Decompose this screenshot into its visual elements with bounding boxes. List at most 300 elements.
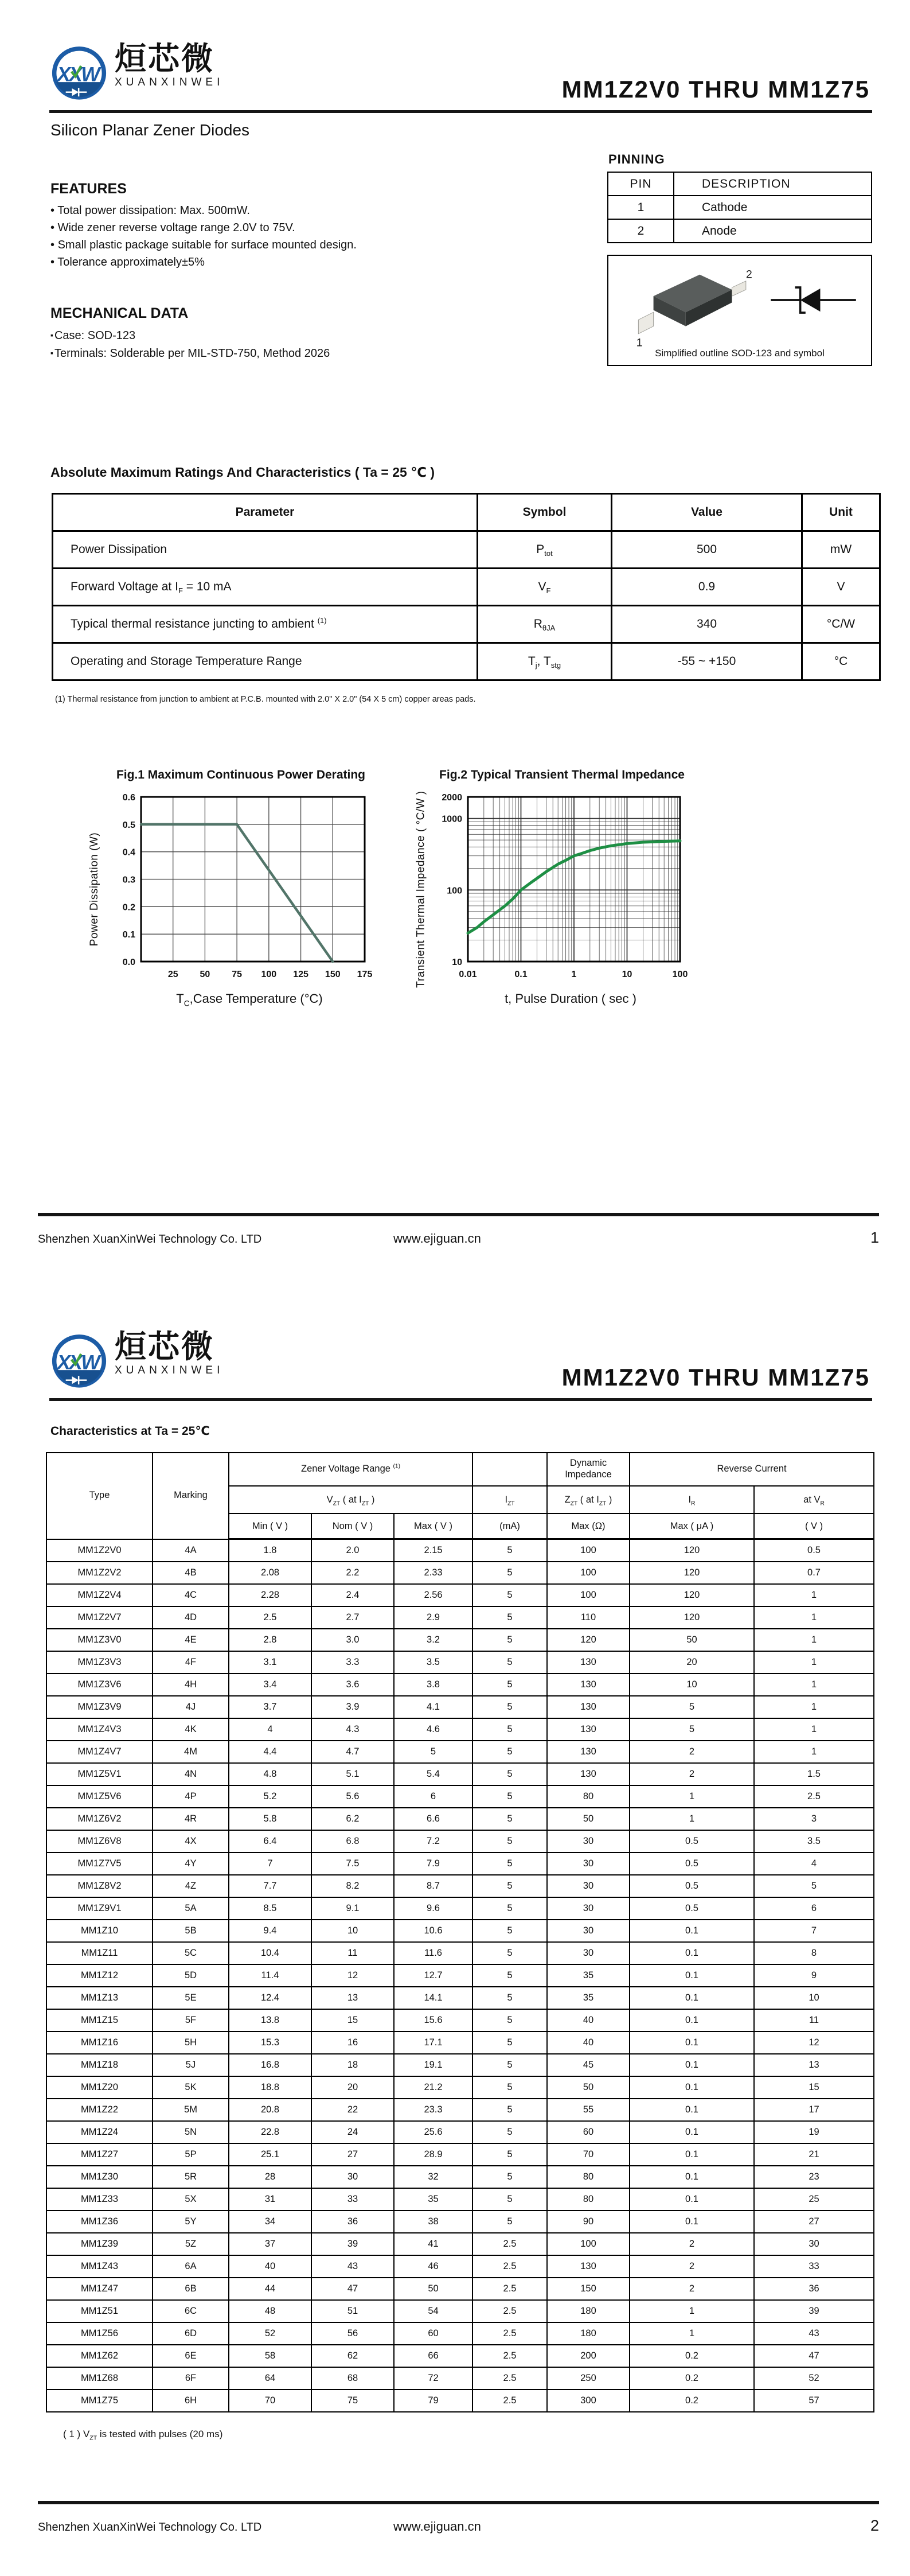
fig1-chart [104, 790, 374, 988]
char-cell-nom: 3.9 [311, 1696, 394, 1718]
char-cell-ir: 120 [630, 1584, 754, 1606]
rating-unit-cell: °C/W [802, 606, 880, 643]
ratings-table [52, 493, 881, 681]
char-cell-ir: 5 [630, 1718, 754, 1741]
char-cell-vr: 52 [754, 2367, 874, 2390]
char-cell-vr: 23 [754, 2166, 874, 2188]
char-cell-marking: 4Y [153, 1853, 229, 1875]
char-cell-type: MM1Z2V7 [46, 1606, 153, 1629]
char-cell-type: MM1Z2V4 [46, 1584, 153, 1606]
char-cell-type: MM1Z62 [46, 2345, 153, 2367]
mechanical-list [50, 326, 544, 362]
rating-value-cell: 0.9 [612, 569, 802, 606]
char-cell-marking: 5N [153, 2121, 229, 2143]
char-cell-izt: 5 [472, 2009, 547, 2032]
char-cell-nom: 6.2 [311, 1808, 394, 1830]
char-table-row [46, 1920, 874, 1942]
char-cell-marking: 5Y [153, 2211, 229, 2233]
char-cell-zzt: 50 [547, 1808, 630, 1830]
char-cell-izt: 2.5 [472, 2300, 547, 2322]
brand-logo-icon [50, 1330, 108, 1394]
pin-col-header: PIN [608, 172, 674, 196]
char-cell-min: 13.8 [229, 2009, 311, 2032]
char-cell-max: 5.4 [394, 1763, 472, 1785]
char-cell-type: MM1Z27 [46, 2143, 153, 2166]
char-cell-marking: 4R [153, 1808, 229, 1830]
char-cell-vr: 7 [754, 1920, 874, 1942]
group-header-zener-voltage-range: Zener Voltage Range $^{(1)}$ [229, 1453, 472, 1486]
brand-text [115, 1330, 224, 1377]
ratings-row [53, 643, 880, 680]
char-cell-max: 3.8 [394, 1674, 472, 1696]
char-cell-min: 31 [229, 2188, 311, 2211]
char-cell-marking: 4E [153, 1629, 229, 1651]
char-cell-type: MM1Z30 [46, 2166, 153, 2188]
char-cell-izt: 5 [472, 1696, 547, 1718]
char-cell-min: 6.4 [229, 1830, 311, 1853]
char-cell-ir: 0.5 [630, 1897, 754, 1920]
char-cell-zzt: 130 [547, 1763, 630, 1785]
char-cell-vr: 47 [754, 2345, 874, 2367]
char-cell-nom: 6.8 [311, 1830, 394, 1853]
char-cell-type: MM1Z3V6 [46, 1674, 153, 1696]
char-cell-vr: 30 [754, 2233, 874, 2255]
char-cell-marking: 5X [153, 2188, 229, 2211]
char-table-row [46, 1964, 874, 1987]
pinning-table [607, 172, 872, 243]
char-cell-min: 28 [229, 2166, 311, 2188]
char-cell-ir: 10 [630, 1674, 754, 1696]
col-header-at-vr: at $V_R$ [754, 1486, 874, 1513]
char-table-row [46, 1651, 874, 1674]
char-cell-vr: 1.5 [754, 1763, 874, 1785]
char-cell-max: 2.33 [394, 1562, 472, 1584]
char-cell-ir: 120 [630, 1606, 754, 1629]
char-cell-nom: 20 [311, 2076, 394, 2099]
char-cell-izt: 5 [472, 1674, 547, 1696]
char-cell-type: MM1Z51 [46, 2300, 153, 2322]
char-cell-zzt: 120 [547, 1629, 630, 1651]
col-header-zzt: $Z_{ZT}$ ( at $I_{ZT}$ ) [547, 1486, 630, 1513]
svg-text:0.2: 0.2 [122, 902, 135, 913]
unit-header-max: Max ( V ) [394, 1513, 472, 1539]
char-cell-type: MM1Z4V3 [46, 1718, 153, 1741]
char-cell-max: 21.2 [394, 2076, 472, 2099]
char-cell-ir: 0.5 [630, 1830, 754, 1853]
char-table-row [46, 1875, 874, 1897]
sod-123-package-image [623, 263, 754, 349]
page1-footer [38, 1213, 879, 1247]
char-cell-max: 32 [394, 2166, 472, 2188]
char-cell-ir: 0.1 [630, 2054, 754, 2076]
char-cell-max: 15.6 [394, 2009, 472, 2032]
rating-symbol-cell: $R_{\theta JA}$ [478, 606, 612, 643]
char-cell-type: MM1Z15 [46, 2009, 153, 2032]
char-cell-nom: 43 [311, 2255, 394, 2278]
char-cell-izt: 5 [472, 2054, 547, 2076]
char-table-row [46, 1741, 874, 1763]
char-cell-max: 2.9 [394, 1606, 472, 1629]
col-header-ir: $I_R$ [630, 1486, 754, 1513]
char-table-row [46, 1696, 874, 1718]
doc-subtitle: Silicon Planar Zener Diodes [50, 121, 250, 139]
char-cell-izt: 5 [472, 1629, 547, 1651]
char-cell-nom: 36 [311, 2211, 394, 2233]
fig2-chart [431, 790, 689, 988]
char-table-row [46, 2345, 874, 2367]
char-cell-max: 2.56 [394, 1584, 472, 1606]
char-cell-marking: 5C [153, 1942, 229, 1964]
char-cell-izt: 5 [472, 1584, 547, 1606]
char-cell-vr: 1 [754, 1651, 874, 1674]
char-cell-max: 35 [394, 2188, 472, 2211]
char-cell-type: MM1Z7V5 [46, 1853, 153, 1875]
brand-text [115, 42, 224, 89]
footer-company: Shenzhen XuanXinWei Technology Co. LTD [38, 2521, 262, 2534]
rating-symbol-cell: $V_F$ [478, 569, 612, 606]
char-cell-ir: 0.5 [630, 1853, 754, 1875]
characteristics-table [46, 1452, 874, 2412]
char-table-row [46, 2054, 874, 2076]
brand-name-cn: 烜芯微 [115, 1329, 215, 1364]
char-cell-marking: 5D [153, 1964, 229, 1987]
svg-text:0.4: 0.4 [122, 847, 135, 858]
char-cell-izt: 2.5 [472, 2278, 547, 2300]
char-cell-nom: 30 [311, 2166, 394, 2188]
char-cell-type: MM1Z3V3 [46, 1651, 153, 1674]
char-cell-max: 28.9 [394, 2143, 472, 2166]
char-cell-min: 2.08 [229, 1562, 311, 1584]
char-cell-nom: 27 [311, 2143, 394, 2166]
char-cell-izt: 5 [472, 2211, 547, 2233]
char-cell-marking: 4C [153, 1584, 229, 1606]
char-cell-nom: 75 [311, 2390, 394, 2412]
char-cell-izt: 5 [472, 1808, 547, 1830]
char-cell-vr: 2.5 [754, 1785, 874, 1808]
char-cell-max: 7.2 [394, 1830, 472, 1853]
char-cell-nom: 16 [311, 2032, 394, 2054]
char-cell-ir: 5 [630, 1696, 754, 1718]
char-cell-zzt: 100 [547, 2233, 630, 2255]
char-cell-vr: 1 [754, 1606, 874, 1629]
char-cell-max: 6 [394, 1785, 472, 1808]
char-cell-nom: 4.3 [311, 1718, 394, 1741]
char-cell-izt: 5 [472, 2166, 547, 2188]
col-header-izt: $I_{ZT}$ [472, 1486, 547, 1513]
char-cell-type: MM1Z22 [46, 2099, 153, 2121]
char-table-row [46, 1853, 874, 1875]
fig1-title: Fig.1 Maximum Continuous Power Derating [116, 768, 366, 781]
char-cell-marking: 5A [153, 1897, 229, 1920]
char-cell-min: 4.4 [229, 1741, 311, 1763]
brand-name-en: XUANXINWEI [115, 1364, 224, 1377]
char-cell-marking: 6B [153, 2278, 229, 2300]
char-cell-type: MM1Z2V2 [46, 1562, 153, 1584]
char-cell-min: 34 [229, 2211, 311, 2233]
rating-unit-cell: V [802, 569, 880, 606]
char-cell-zzt: 100 [547, 1539, 630, 1562]
char-table-row [46, 1830, 874, 1853]
char-cell-nom: 24 [311, 2121, 394, 2143]
char-cell-min: 44 [229, 2278, 311, 2300]
char-cell-max: 2.15 [394, 1539, 472, 1562]
unit-header-nom: Nom ( V ) [311, 1513, 394, 1539]
char-cell-marking: 4X [153, 1830, 229, 1853]
svg-text:0.0: 0.0 [122, 958, 135, 967]
rating-parameter-cell: Operating and Storage Temperature Range [53, 643, 478, 680]
char-cell-zzt: 30 [547, 1853, 630, 1875]
char-cell-zzt: 45 [547, 2054, 630, 2076]
char-cell-min: 9.4 [229, 1920, 311, 1942]
feature-item: • Total power dissipation: Max. 500mW. [50, 202, 544, 219]
char-table-row [46, 1718, 874, 1741]
char-cell-izt: 5 [472, 2099, 547, 2121]
characteristics-heading: Characteristics at Ta = 25℃ [50, 1425, 210, 1438]
char-cell-ir: 120 [630, 1562, 754, 1584]
char-cell-nom: 12 [311, 1964, 394, 1987]
pinning-heading: PINNING [608, 152, 665, 166]
char-cell-zzt: 50 [547, 2076, 630, 2099]
char-cell-type: MM1Z24 [46, 2121, 153, 2143]
char-cell-zzt: 30 [547, 1920, 630, 1942]
char-table-row [46, 1942, 874, 1964]
char-cell-max: 38 [394, 2211, 472, 2233]
char-cell-marking: 5E [153, 1987, 229, 2009]
char-cell-zzt: 130 [547, 2255, 630, 2278]
char-cell-ir: 2 [630, 2278, 754, 2300]
char-cell-min: 20.8 [229, 2099, 311, 2121]
char-cell-min: 40 [229, 2255, 311, 2278]
char-cell-type: MM1Z13 [46, 1987, 153, 2009]
char-cell-ir: 2 [630, 2255, 754, 2278]
zener-diode-symbol-icon [766, 281, 862, 319]
page-2 [0, 1288, 910, 2576]
char-cell-nom: 15 [311, 2009, 394, 2032]
char-cell-min: 70 [229, 2390, 311, 2412]
svg-text:XXW: XXW [57, 63, 99, 86]
char-cell-max: 8.7 [394, 1875, 472, 1897]
brand-name-cn: 烜芯微 [115, 41, 215, 76]
char-cell-izt: 2.5 [472, 2390, 547, 2412]
char-cell-min: 48 [229, 2300, 311, 2322]
char-cell-ir: 0.2 [630, 2390, 754, 2412]
svg-text:10: 10 [622, 970, 632, 979]
char-cell-min: 11.4 [229, 1964, 311, 1987]
svg-text:100: 100 [261, 970, 277, 979]
char-cell-zzt: 300 [547, 2390, 630, 2412]
char-cell-izt: 2.5 [472, 2367, 547, 2390]
char-cell-min: 3.7 [229, 1696, 311, 1718]
char-cell-min: 7.7 [229, 1875, 311, 1897]
char-cell-ir: 120 [630, 1539, 754, 1562]
ratings-footnote: (1) Thermal resistance from junction to ambient at P.C.B. mounted with 2.0" X 2.0" (54 X 5 cm) copper areas pads. [55, 695, 476, 704]
char-cell-zzt: 35 [547, 1964, 630, 1987]
char-cell-min: 3.4 [229, 1674, 311, 1696]
char-cell-min: 12.4 [229, 1987, 311, 2009]
char-cell-zzt: 80 [547, 1785, 630, 1808]
char-cell-vr: 1 [754, 1629, 874, 1651]
char-cell-marking: 4A [153, 1539, 229, 1562]
char-cell-zzt: 110 [547, 1606, 630, 1629]
char-cell-marking: 4Z [153, 1875, 229, 1897]
rating-value-cell: 340 [612, 606, 802, 643]
char-cell-type: MM1Z6V8 [46, 1830, 153, 1853]
char-table-row [46, 1584, 874, 1606]
svg-text:1: 1 [571, 970, 577, 979]
char-cell-nom: 39 [311, 2233, 394, 2255]
char-cell-nom: 56 [311, 2322, 394, 2345]
char-cell-vr: 10 [754, 1987, 874, 2009]
char-table-row [46, 2032, 874, 2054]
char-cell-max: 12.7 [394, 1964, 472, 1987]
group-header-dynamic-impedance: Dynamic Impedance [547, 1453, 630, 1486]
char-cell-min: 52 [229, 2322, 311, 2345]
char-cell-izt: 5 [472, 1562, 547, 1584]
char-cell-ir: 0.1 [630, 1987, 754, 2009]
ratings-header-value: Value [612, 494, 802, 531]
char-cell-nom: 2.2 [311, 1562, 394, 1584]
char-cell-zzt: 35 [547, 1987, 630, 2009]
char-cell-vr: 33 [754, 2255, 874, 2278]
char-cell-nom: 51 [311, 2300, 394, 2322]
svg-text:50: 50 [200, 970, 210, 979]
char-cell-nom: 9.1 [311, 1897, 394, 1920]
char-table-row [46, 1606, 874, 1629]
char-cell-zzt: 250 [547, 2367, 630, 2390]
char-cell-ir: 1 [630, 1785, 754, 1808]
char-cell-vr: 19 [754, 2121, 874, 2143]
mechanical-heading: MECHANICAL DATA [50, 305, 189, 321]
unit-header-ohm: Max (Ω) [547, 1513, 630, 1539]
char-cell-zzt: 80 [547, 2166, 630, 2188]
char-cell-vr: 1 [754, 1718, 874, 1741]
fig2-y-axis-label: Transient Thermal Impedance ( °C/W ) [415, 790, 428, 988]
char-cell-izt: 5 [472, 1987, 547, 2009]
pin-description-cell: Cathode [674, 196, 872, 219]
mechanical-item: ▪ Case: SOD-123 [50, 326, 544, 344]
char-table-row [46, 2009, 874, 2032]
char-cell-izt: 5 [472, 1875, 547, 1897]
unit-header-min: Min ( V ) [229, 1513, 311, 1539]
char-table-row [46, 2188, 874, 2211]
char-cell-type: MM1Z9V1 [46, 1897, 153, 1920]
char-table-row [46, 2278, 874, 2300]
unit-header-ma: (mA) [472, 1513, 547, 1539]
svg-text:0.1: 0.1 [514, 970, 528, 979]
col-header-marking: Marking [153, 1453, 229, 1539]
svg-text:100: 100 [447, 886, 462, 896]
col-header-type: Type [46, 1453, 153, 1539]
svg-text:100: 100 [672, 970, 688, 979]
char-cell-marking: 6D [153, 2322, 229, 2345]
char-cell-vr: 6 [754, 1897, 874, 1920]
svg-text:0.6: 0.6 [122, 793, 135, 803]
features-list [50, 202, 544, 271]
rating-symbol-cell: $T_j$, $T_{stg}$ [478, 643, 612, 680]
char-cell-ir: 0.1 [630, 2099, 754, 2121]
char-cell-marking: 6A [153, 2255, 229, 2278]
char-table-row [46, 1987, 874, 2009]
char-cell-izt: 5 [472, 1853, 547, 1875]
char-cell-vr: 25 [754, 2188, 874, 2211]
char-cell-marking: 5B [153, 1920, 229, 1942]
char-cell-ir: 0.1 [630, 1920, 754, 1942]
char-cell-vr: 0.7 [754, 1562, 874, 1584]
char-cell-izt: 5 [472, 1539, 547, 1562]
ratings-row [53, 531, 880, 569]
char-cell-vr: 17 [754, 2099, 874, 2121]
svg-text:0.01: 0.01 [459, 970, 477, 979]
char-cell-min: 4 [229, 1718, 311, 1741]
char-cell-ir: 0.1 [630, 2143, 754, 2166]
char-cell-type: MM1Z2V0 [46, 1539, 153, 1562]
char-table-row [46, 1629, 874, 1651]
svg-text:0.1: 0.1 [122, 930, 135, 940]
char-cell-marking: 5K [153, 2076, 229, 2099]
fig1-y-axis-label: Power Dissipation (W) [88, 832, 100, 946]
fig2-title: Fig.2 Typical Transient Thermal Impedance [439, 768, 685, 781]
char-cell-type: MM1Z18 [46, 2054, 153, 2076]
char-cell-type: MM1Z5V1 [46, 1763, 153, 1785]
rating-parameter-cell: Forward Voltage at $I_F = 10$ mA [53, 569, 478, 606]
char-table-row [46, 2233, 874, 2255]
char-cell-izt: 5 [472, 1785, 547, 1808]
char-cell-type: MM1Z8V2 [46, 1875, 153, 1897]
char-cell-max: 72 [394, 2367, 472, 2390]
svg-text:125: 125 [293, 970, 308, 979]
char-cell-izt: 2.5 [472, 2322, 547, 2345]
char-cell-zzt: 200 [547, 2345, 630, 2367]
page-number: 1 [870, 1229, 879, 1246]
char-cell-izt: 2.5 [472, 2345, 547, 2367]
char-cell-zzt: 55 [547, 2099, 630, 2121]
char-cell-min: 2.8 [229, 1629, 311, 1651]
feature-item: • Tolerance approximately±5% [50, 254, 544, 271]
char-table-row [46, 2143, 874, 2166]
char-cell-type: MM1Z6V2 [46, 1808, 153, 1830]
char-cell-nom: 2.4 [311, 1584, 394, 1606]
char-cell-vr: 1 [754, 1696, 874, 1718]
char-cell-max: 50 [394, 2278, 472, 2300]
header-rule [49, 1398, 872, 1401]
char-cell-ir: 0.5 [630, 1875, 754, 1897]
char-cell-nom: 8.2 [311, 1875, 394, 1897]
char-cell-marking: 4K [153, 1718, 229, 1741]
char-cell-max: 4.1 [394, 1696, 472, 1718]
fig2-x-axis-label: t, Pulse Duration ( sec ) [505, 991, 636, 1006]
char-cell-min: 22.8 [229, 2121, 311, 2143]
char-cell-ir: 0.1 [630, 2166, 754, 2188]
char-cell-marking: 4F [153, 1651, 229, 1674]
char-cell-vr: 21 [754, 2143, 874, 2166]
char-cell-izt: 5 [472, 1942, 547, 1964]
char-cell-max: 46 [394, 2255, 472, 2278]
char-cell-izt: 5 [472, 2188, 547, 2211]
char-cell-ir: 0.1 [630, 2188, 754, 2211]
svg-text:XXW: XXW [57, 1351, 99, 1374]
spacer-cell [472, 1453, 547, 1486]
char-cell-marking: 4N [153, 1763, 229, 1785]
pin-description-cell: Anode [674, 219, 872, 243]
brand-logo [50, 42, 224, 106]
char-cell-max: 4.6 [394, 1718, 472, 1741]
char-cell-ir: 1 [630, 1808, 754, 1830]
char-cell-max: 10.6 [394, 1920, 472, 1942]
char-cell-zzt: 130 [547, 1696, 630, 1718]
char-cell-vr: 39 [754, 2300, 874, 2322]
char-cell-max: 17.1 [394, 2032, 472, 2054]
feature-item: • Small plastic package suitable for surface mounted design. [50, 236, 544, 254]
